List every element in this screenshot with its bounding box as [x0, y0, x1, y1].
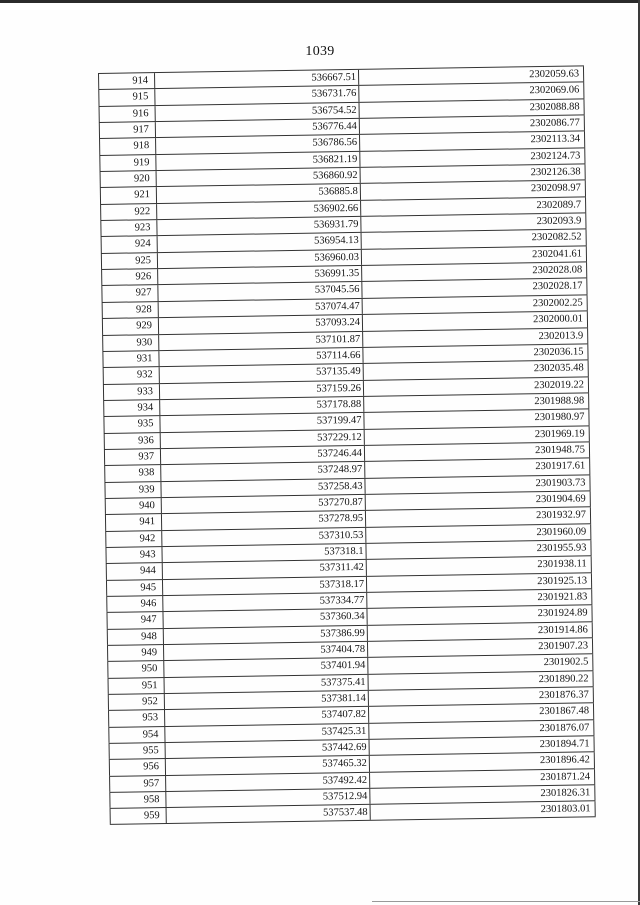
y-coordinate-cell: 2302082.52 — [362, 230, 587, 249]
point-number-cell: 925 — [101, 253, 158, 269]
y-coordinate-cell: 2301921.83 — [367, 589, 592, 608]
x-coordinate-cell: 537512.94 — [166, 789, 370, 808]
y-coordinate-cell: 2302035.48 — [364, 361, 589, 380]
y-coordinate-cell: 2301969.19 — [365, 426, 590, 445]
point-number-cell: 931 — [102, 351, 159, 367]
y-coordinate-cell: 2301932.97 — [366, 508, 591, 527]
y-coordinate-cell: 2301925.13 — [367, 573, 592, 592]
point-number-cell: 915 — [98, 89, 155, 105]
page-edge-top — [0, 0, 640, 3]
x-coordinate-cell: 537537.48 — [167, 805, 371, 823]
x-coordinate-cell: 537246.44 — [161, 446, 365, 465]
point-number-cell: 932 — [103, 367, 160, 383]
y-coordinate-cell: 2301948.75 — [365, 442, 590, 461]
x-coordinate-cell: 536931.79 — [157, 217, 361, 236]
point-number-cell: 928 — [102, 302, 159, 318]
y-coordinate-cell: 2301988.98 — [364, 393, 589, 412]
point-number-cell: 957 — [109, 776, 166, 792]
y-coordinate-cell: 2302013.9 — [363, 328, 588, 347]
x-coordinate-cell: 537318.1 — [162, 544, 366, 563]
point-number-cell: 940 — [105, 498, 162, 514]
y-coordinate-cell: 2302059.63 — [359, 66, 584, 85]
point-number-cell: 924 — [101, 237, 158, 253]
y-coordinate-cell: 2302093.9 — [361, 213, 586, 232]
y-coordinate-cell: 2301904.69 — [366, 491, 591, 510]
point-number-cell: 959 — [110, 808, 167, 823]
y-coordinate-cell: 2301826.31 — [370, 785, 595, 804]
x-coordinate-cell: 537375.41 — [165, 675, 369, 694]
x-coordinate-cell: 536860.92 — [157, 168, 361, 187]
point-number-cell: 949 — [107, 645, 164, 661]
y-coordinate-cell: 2302089.7 — [361, 197, 586, 216]
y-coordinate-cell: 2302113.34 — [360, 132, 585, 151]
point-number-cell: 952 — [108, 694, 165, 710]
x-coordinate-cell: 537425.31 — [165, 724, 369, 743]
point-number-cell: 955 — [109, 743, 166, 759]
point-number-cell: 929 — [102, 318, 159, 334]
y-coordinate-cell: 2301867.48 — [369, 704, 594, 723]
point-number-cell: 954 — [108, 727, 165, 743]
x-coordinate-cell: 536885.8 — [157, 184, 361, 203]
x-coordinate-cell: 536754.52 — [156, 103, 360, 122]
x-coordinate-cell: 537311.42 — [163, 560, 367, 579]
point-number-cell: 958 — [109, 792, 166, 808]
scan-edge-line — [372, 901, 640, 902]
x-coordinate-cell: 537310.53 — [162, 527, 366, 546]
y-coordinate-cell: 2301980.97 — [364, 410, 589, 429]
coordinate-table — [98, 65, 596, 824]
x-coordinate-cell: 537248.97 — [161, 462, 365, 481]
x-coordinate-cell: 537401.94 — [164, 658, 368, 677]
point-number-cell: 946 — [106, 596, 163, 612]
x-coordinate-cell: 537360.34 — [163, 609, 367, 628]
x-coordinate-cell: 537278.95 — [162, 511, 366, 530]
y-coordinate-cell: 2301876.07 — [369, 720, 594, 739]
x-coordinate-cell: 537258.43 — [161, 478, 365, 497]
y-coordinate-cell: 2301938.11 — [367, 557, 592, 576]
y-coordinate-cell: 2301803.01 — [371, 802, 596, 820]
point-number-cell: 918 — [99, 138, 156, 154]
y-coordinate-cell: 2301902.5 — [368, 655, 593, 674]
x-coordinate-cell: 537404.78 — [164, 642, 368, 661]
point-number-cell: 933 — [103, 384, 160, 400]
x-coordinate-cell: 537492.42 — [166, 773, 370, 792]
point-number-cell: 922 — [100, 204, 157, 220]
y-coordinate-cell: 2302036.15 — [363, 344, 588, 363]
x-coordinate-cell: 536902.66 — [157, 201, 361, 220]
point-number-cell: 919 — [99, 155, 156, 171]
point-number-cell: 920 — [100, 171, 157, 187]
x-coordinate-cell: 536776.44 — [156, 119, 360, 138]
x-coordinate-cell: 537229.12 — [161, 429, 365, 448]
point-number-cell: 934 — [103, 400, 160, 416]
y-coordinate-cell: 2302002.25 — [363, 295, 588, 314]
point-number-cell: 914 — [98, 73, 155, 89]
x-coordinate-cell: 536991.35 — [158, 266, 362, 285]
x-coordinate-cell: 537045.56 — [158, 282, 362, 301]
point-number-cell: 943 — [105, 547, 162, 563]
y-coordinate-cell: 2301924.89 — [367, 606, 592, 625]
point-number-cell: 926 — [101, 269, 158, 285]
page-number: 1039 — [305, 44, 335, 59]
y-coordinate-cell: 2301914.86 — [368, 622, 593, 641]
y-coordinate-cell: 2301896.42 — [370, 753, 595, 772]
point-number-cell: 950 — [107, 661, 164, 677]
x-coordinate-cell: 537114.66 — [159, 348, 363, 367]
point-number-cell: 923 — [100, 220, 157, 236]
x-coordinate-cell: 537178.88 — [160, 397, 364, 416]
x-coordinate-cell: 537270.87 — [162, 495, 366, 514]
y-coordinate-cell: 2301917.61 — [365, 459, 590, 478]
y-coordinate-cell: 2302028.08 — [362, 262, 587, 281]
y-coordinate-cell: 2301955.93 — [366, 540, 591, 559]
point-number-cell: 948 — [107, 629, 164, 645]
point-number-cell: 916 — [99, 106, 156, 122]
point-number-cell: 947 — [106, 612, 163, 628]
point-number-cell: 942 — [105, 531, 162, 547]
x-coordinate-cell: 537407.82 — [165, 707, 369, 726]
point-number-cell: 917 — [99, 122, 156, 138]
x-coordinate-cell: 537093.24 — [159, 315, 363, 334]
x-coordinate-cell: 536960.03 — [158, 250, 362, 269]
y-coordinate-cell: 2301894.71 — [370, 736, 595, 755]
y-coordinate-cell: 2301890.22 — [368, 671, 593, 690]
point-number-cell: 938 — [104, 465, 161, 481]
x-coordinate-cell: 536667.51 — [155, 70, 359, 89]
x-coordinate-cell: 537318.17 — [163, 576, 367, 595]
y-coordinate-cell: 2301907.23 — [368, 638, 593, 657]
x-coordinate-cell: 537465.32 — [166, 756, 370, 775]
point-number-cell: 944 — [106, 563, 163, 579]
y-coordinate-cell: 2302069.06 — [359, 83, 584, 102]
x-coordinate-cell: 537159.26 — [160, 380, 364, 399]
point-number-cell: 941 — [105, 514, 162, 530]
point-number-cell: 935 — [103, 416, 160, 432]
y-coordinate-cell: 2302124.73 — [360, 148, 585, 167]
point-number-cell: 953 — [108, 710, 165, 726]
y-coordinate-cell: 2302000.01 — [363, 311, 588, 330]
y-coordinate-cell: 2302019.22 — [364, 377, 589, 396]
y-coordinate-cell: 2301960.09 — [366, 524, 591, 543]
point-number-cell: 936 — [104, 433, 161, 449]
x-coordinate-cell: 537199.47 — [160, 413, 364, 432]
x-coordinate-cell: 537334.77 — [163, 593, 367, 612]
point-number-cell: 927 — [101, 286, 158, 302]
point-number-cell: 956 — [109, 759, 166, 775]
x-coordinate-cell: 536731.76 — [155, 86, 359, 105]
point-number-cell: 937 — [104, 449, 161, 465]
x-coordinate-cell: 537074.47 — [159, 299, 363, 318]
point-number-cell: 921 — [100, 187, 157, 203]
x-coordinate-cell: 536786.56 — [156, 135, 360, 154]
y-coordinate-cell: 2302126.38 — [361, 164, 586, 183]
point-number-cell: 939 — [104, 482, 161, 498]
point-number-cell: 951 — [108, 678, 165, 694]
y-coordinate-cell: 2302098.97 — [361, 181, 586, 200]
x-coordinate-cell: 537386.99 — [164, 626, 368, 645]
y-coordinate-cell: 2302041.61 — [362, 246, 587, 265]
y-coordinate-cell: 2301903.73 — [365, 475, 590, 494]
x-coordinate-cell: 536821.19 — [156, 152, 360, 171]
x-coordinate-cell: 537381.14 — [165, 691, 369, 710]
y-coordinate-cell: 2301876.37 — [369, 687, 594, 706]
y-coordinate-cell: 2302086.77 — [360, 115, 585, 134]
point-number-cell: 930 — [102, 335, 159, 351]
y-coordinate-cell: 2301871.24 — [370, 769, 595, 788]
x-coordinate-cell: 536954.13 — [158, 233, 362, 252]
y-coordinate-cell: 2302028.17 — [362, 279, 587, 298]
x-coordinate-cell: 537135.49 — [160, 364, 364, 383]
point-number-cell: 945 — [106, 580, 163, 596]
x-coordinate-cell: 537442.69 — [166, 740, 370, 759]
y-coordinate-cell: 2302088.88 — [359, 99, 584, 118]
x-coordinate-cell: 537101.87 — [159, 331, 363, 350]
